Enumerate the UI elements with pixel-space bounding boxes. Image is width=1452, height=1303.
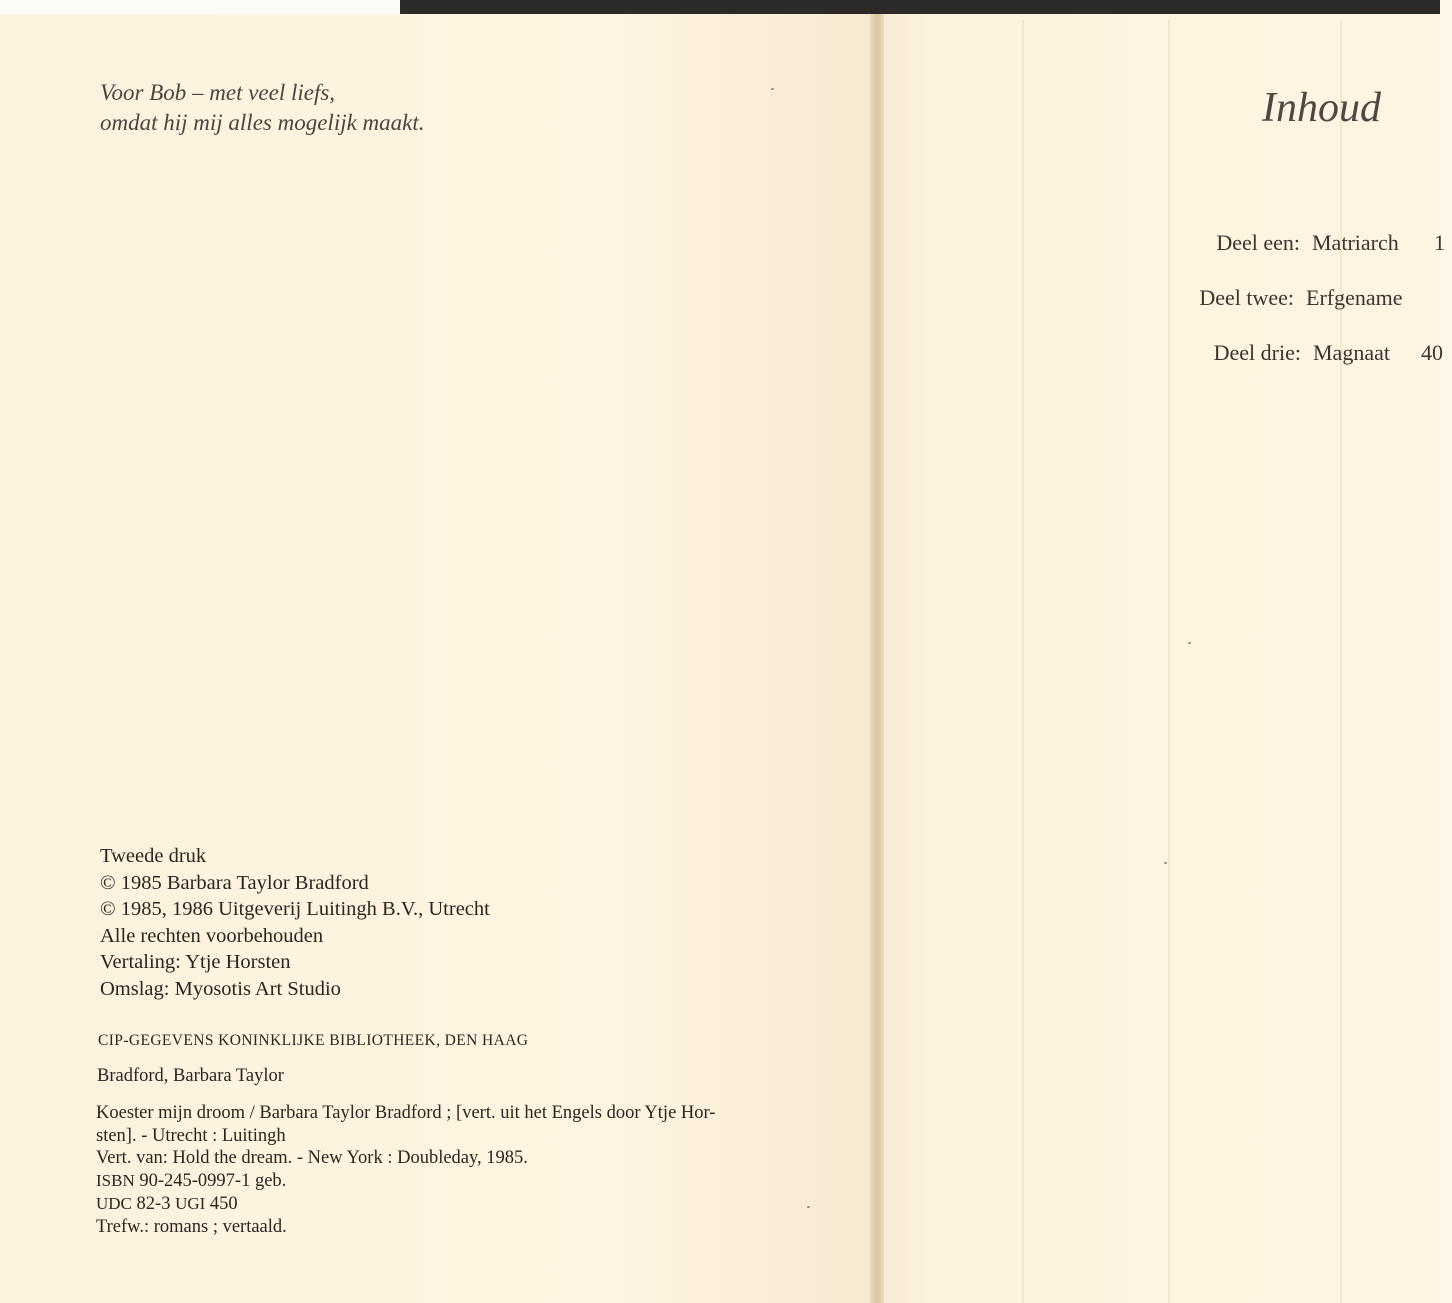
dedication — [100, 78, 425, 138]
toc-title: Inhoud — [1262, 85, 1381, 131]
cip-line: Koester mijn droom / Barbara Taylor Bradford ; [vert. uit het Engels door Ytje Hor- — [96, 1103, 716, 1123]
paper-speck — [807, 1206, 810, 1208]
toc-entry — [1312, 230, 1452, 260]
toc-entry — [1150, 340, 1301, 370]
cip-author-name: Bradford, Barbara Taylor — [97, 1066, 284, 1086]
paper-speck — [771, 88, 774, 90]
isbn-line — [96, 1170, 715, 1193]
toc-name: Matriarch — [1312, 230, 1399, 255]
udc-label: UDC — [96, 1193, 132, 1213]
isbn-label: ISBN — [96, 1171, 135, 1191]
paper-fold-line — [1340, 20, 1342, 1303]
edition-line: Tweede druk — [100, 845, 207, 867]
toc-name: Erfgename — [1306, 285, 1403, 310]
ugi-value: 450 — [209, 1193, 238, 1214]
toc-entry — [1306, 285, 1440, 315]
paper-speck — [1188, 642, 1191, 644]
imprint-block — [100, 843, 490, 1002]
toc-page: 40 — [1421, 340, 1443, 365]
toc-entry — [1150, 230, 1300, 260]
toc-part: Deel een: — [1216, 230, 1300, 255]
toc-entry — [1313, 340, 1443, 370]
paper-fold-line — [1022, 20, 1024, 1303]
copyright-author: © 1985 Barbara Taylor Bradford — [100, 871, 369, 894]
book-gutter — [870, 14, 884, 1303]
toc-entry — [1150, 285, 1294, 315]
dedication-line: omdat hij mij alles mogelijk maakt. — [100, 110, 425, 135]
trefw-line: Trefw.: romans ; vertaald. — [96, 1216, 287, 1237]
cip-block — [96, 1102, 715, 1238]
toc-part: Deel drie: — [1213, 340, 1301, 365]
copyright-publisher: © 1985, 1986 Uitgeverij Luitingh B.V., Utrecht — [100, 898, 490, 920]
ugi-label: UGI — [175, 1193, 206, 1213]
toc-part: Deel twee: — [1199, 285, 1294, 310]
dedication-line: Voor Bob – met veel liefs, — [100, 80, 336, 105]
isbn-value: 90-245-0997-1 geb. — [139, 1171, 287, 1192]
toc-name: Magnaat — [1313, 340, 1390, 365]
cover-credit: Omslag: Myosotis Art Studio — [100, 977, 341, 1000]
paper-speck — [1164, 862, 1167, 864]
paper-fold-line — [1168, 20, 1170, 1303]
udc-value: 82-3 — [136, 1193, 171, 1214]
cip-line: sten]. - Utrecht : Luitingh — [96, 1125, 286, 1146]
cip-line: Vert. van: Hold the dream. - New York : Doubleday, 1985. — [96, 1148, 528, 1169]
toc-page: 1 — [1434, 230, 1445, 255]
right-page — [880, 14, 1440, 1303]
udc-line — [96, 1193, 715, 1216]
cip-heading: CIP-GEGEVENS KONINKLIJKE BIBLIOTHEEK, DEN HAAG — [98, 1032, 529, 1049]
translation-credit: Vertaling: Ytje Horsten — [100, 951, 291, 973]
rights-reserved: Alle rechten voorbehouden — [100, 924, 324, 947]
